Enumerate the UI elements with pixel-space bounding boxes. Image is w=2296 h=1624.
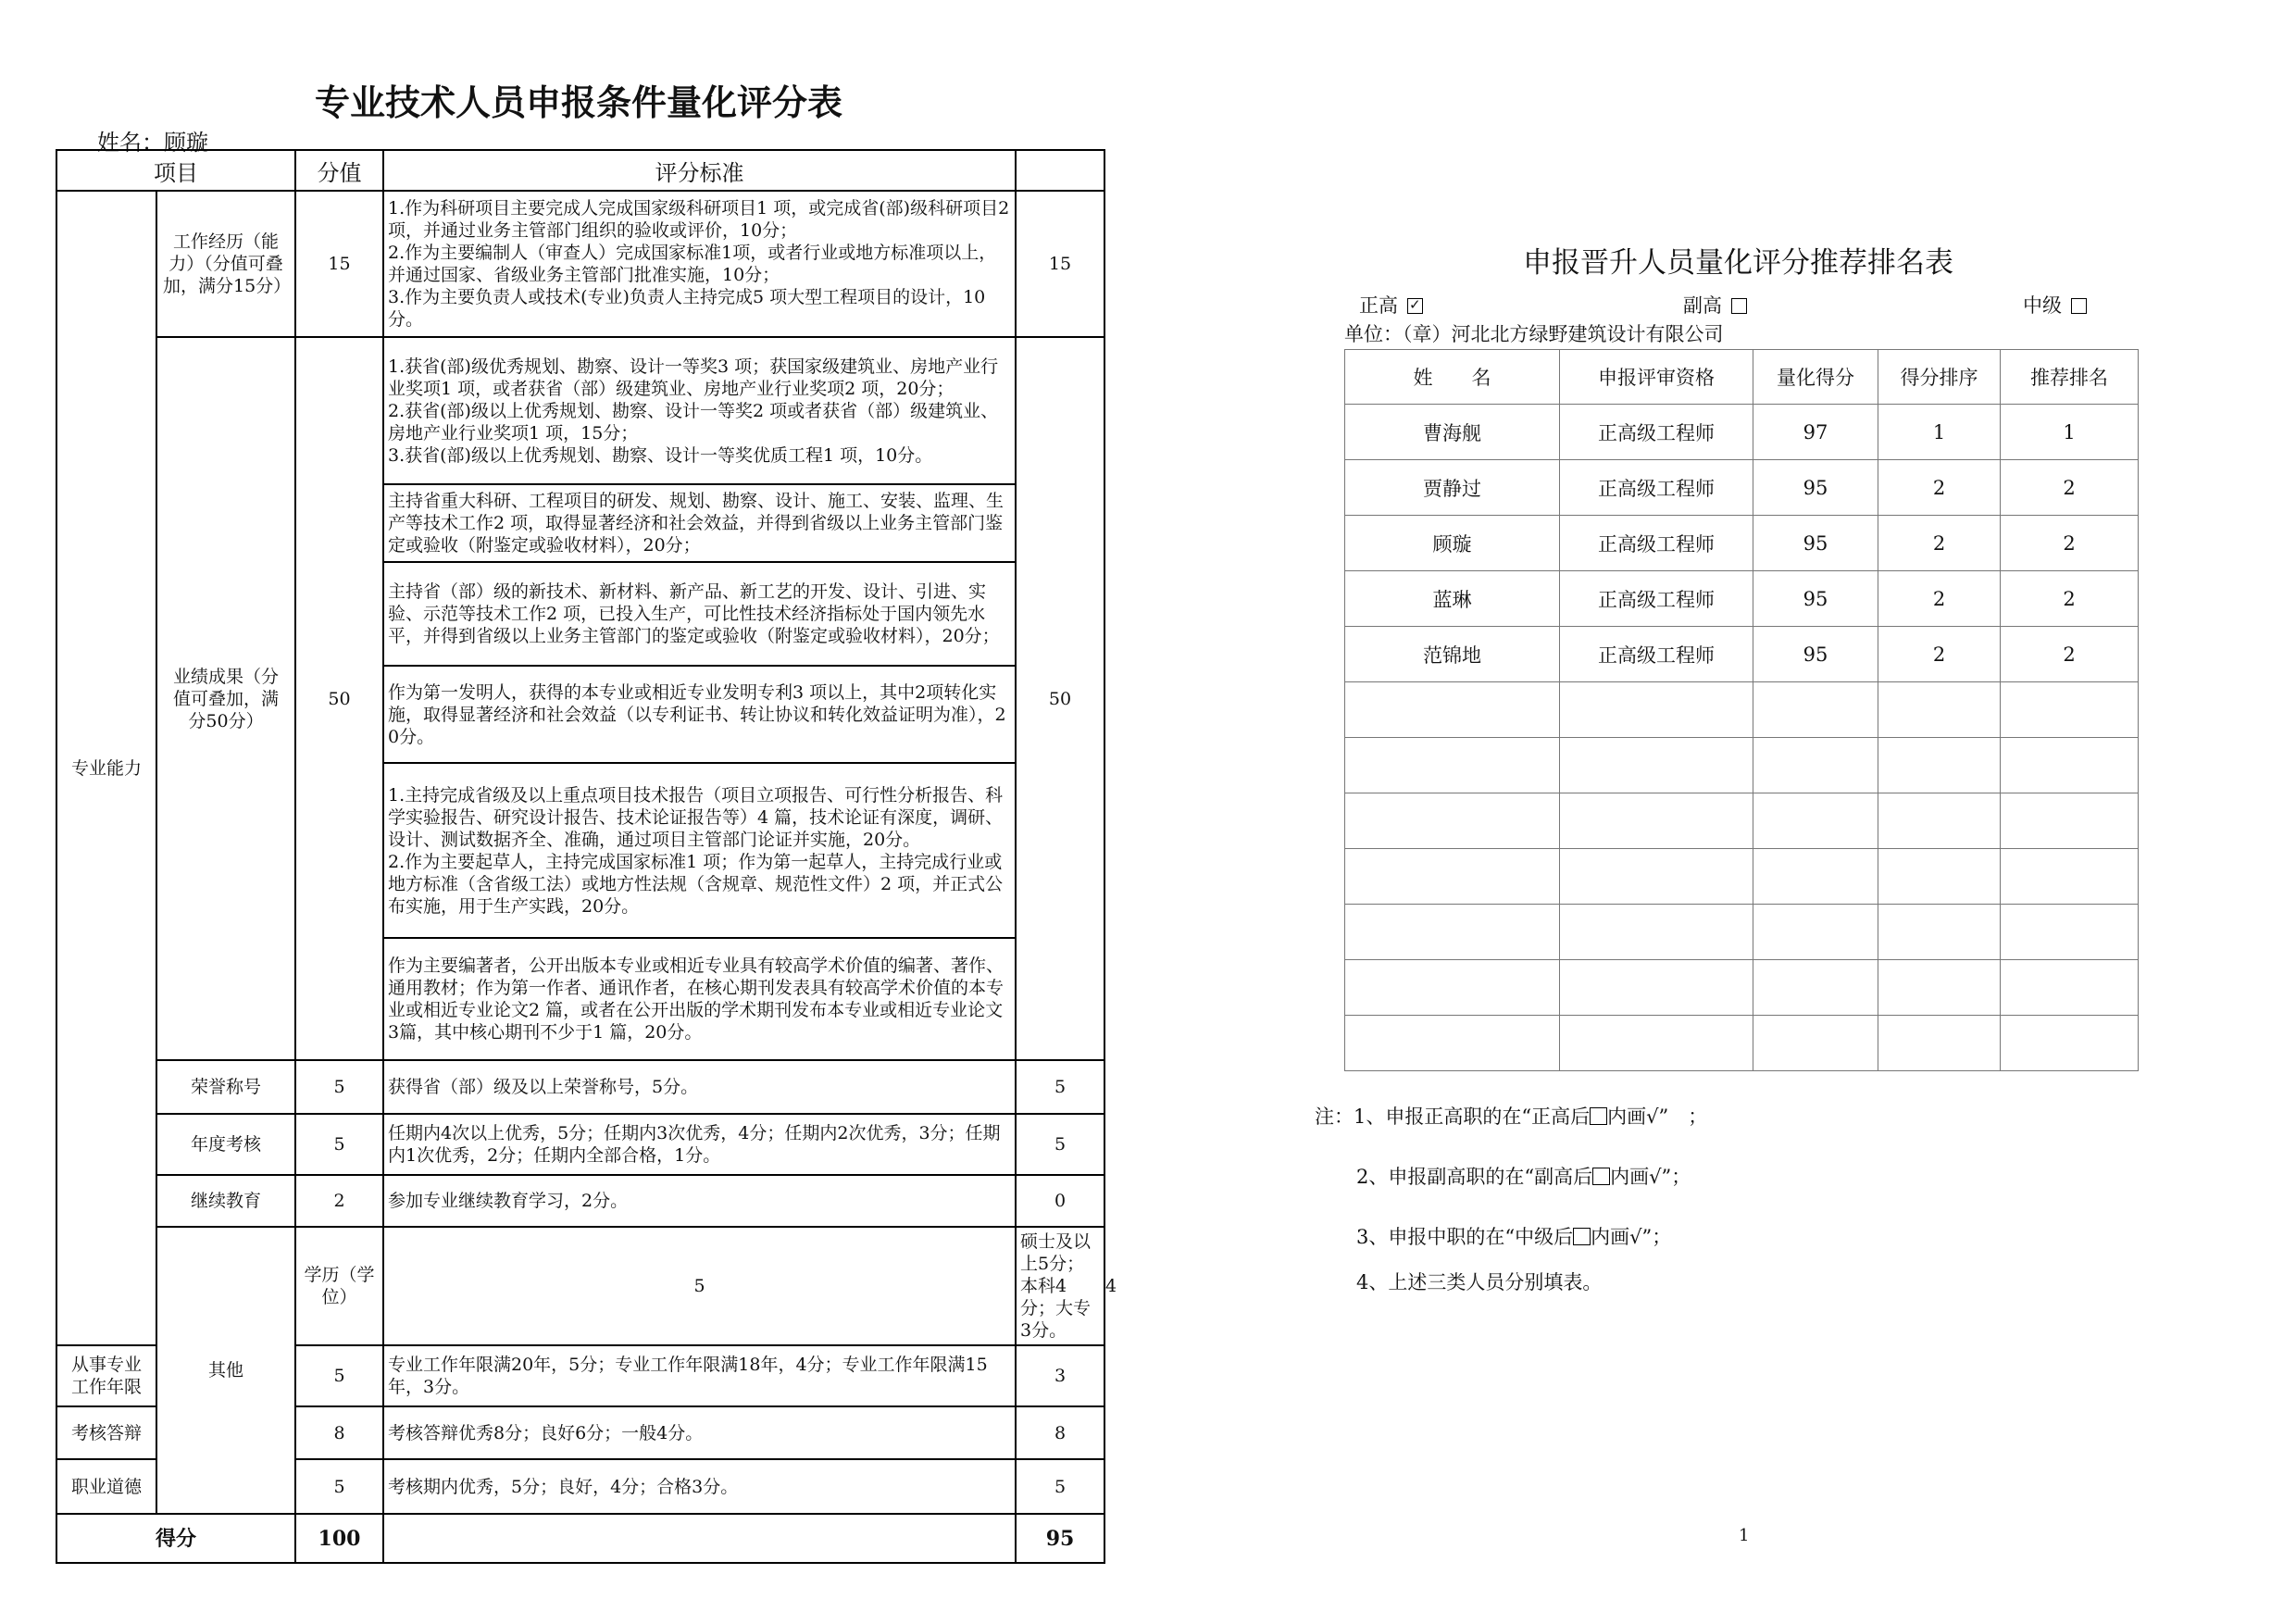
table-row [1345, 738, 2139, 793]
cell-quant-score [1753, 793, 1878, 849]
level-middle-label: 中级 [2023, 294, 2062, 317]
cell-qualification [1560, 905, 1753, 960]
right-sheet-title: 申报晋升人员量化评分推荐排名表 [1523, 246, 1953, 280]
cell-score-rank [1878, 1016, 2001, 1071]
criteria-ethics: 考核期内优秀，5分；良好，4分；合格3分。 [383, 1459, 1016, 1514]
item-defense: 考核答辩 [56, 1406, 156, 1459]
criteria-performance-2: 主持省重大科研、工程项目的研发、规划、勘察、设计、施工、安装、监理、生产等技术工作2 项，取得显著经济和社会效益，并得到省级以上业务主管部门鉴定或验收（附鉴定或验收材料），20分； [383, 484, 1016, 562]
points-performance: 50 [295, 337, 383, 1060]
cell-quant-score: 95 [1753, 460, 1878, 516]
table-row [1345, 793, 2139, 849]
item-continuing: 继续教育 [156, 1175, 295, 1227]
item-ethics: 职业道德 [56, 1459, 156, 1514]
header-name: 姓 名 [1345, 350, 1560, 405]
criteria-performance-3: 主持省（部）级的新技术、新材料、新产品、新工艺的开发、设计、引进、实验、示范等技术工作2 项，已投入生产，可比性技术经济指标处于国内领先水平，并得到省级以上业务主管部门的鉴定或验收（附鉴定或验收材料），20分； [383, 562, 1016, 666]
total-label: 得分 [56, 1514, 295, 1563]
cell-qualification [1560, 682, 1753, 738]
table-row [56, 337, 1104, 484]
cell-quant-score [1753, 960, 1878, 1016]
cell-score-rank [1878, 849, 2001, 905]
cell-recommend-rank [2001, 793, 2139, 849]
table-row [1345, 1016, 2139, 1071]
cell-recommend-rank: 2 [2001, 460, 2139, 516]
criteria-honor: 获得省（部）级及以上荣誉称号，5分。 [383, 1060, 1016, 1114]
cell-score-rank: 1 [1878, 405, 2001, 460]
table-row [1345, 849, 2139, 905]
points-continuing: 2 [295, 1175, 383, 1227]
cell-name: 贾静过 [1345, 460, 1560, 516]
table-row [1345, 460, 2139, 516]
table-row [1345, 960, 2139, 1016]
score-annual: 5 [1016, 1114, 1104, 1175]
header-score [1016, 150, 1104, 191]
checkbox-square-icon [1590, 1107, 1607, 1125]
cell-recommend-rank [2001, 1016, 2139, 1071]
cell-quant-score [1753, 905, 1878, 960]
total-criteria [383, 1514, 1016, 1563]
table-row [1345, 405, 2139, 460]
cell-qualification: 正高级工程师 [1560, 627, 1753, 682]
group-professional: 专业能力 [56, 191, 156, 1345]
item-work: 工作经历（能力）（分值可叠加，满分15分） [156, 191, 295, 337]
cell-quant-score: 95 [1753, 516, 1878, 571]
cell-recommend-rank [2001, 960, 2139, 1016]
cell-qualification: 正高级工程师 [1560, 405, 1753, 460]
total-points: 100 [295, 1514, 383, 1563]
table-row [1345, 905, 2139, 960]
cell-name [1345, 960, 1560, 1016]
level-deputy [1683, 291, 1747, 319]
note-1: 注：1、申报正高职的在“正高后 内画√” ； [1315, 1106, 1708, 1128]
checkbox-square-icon [1592, 1168, 1610, 1185]
score-years: 3 [1016, 1345, 1104, 1406]
cell-recommend-rank [2001, 905, 2139, 960]
cell-quant-score [1753, 1016, 1878, 1071]
table-row [1345, 682, 2139, 738]
cell-score-rank: 2 [1878, 460, 2001, 516]
cell-recommend-rank: 2 [2001, 516, 2139, 571]
header-recommend-rank: 推荐排名 [2001, 350, 2139, 405]
score-work: 15 [1016, 191, 1104, 337]
score-defense: 8 [1016, 1406, 1104, 1459]
cell-qualification [1560, 738, 1753, 793]
cell-name: 顾璇 [1345, 516, 1560, 571]
cell-recommend-rank [2001, 682, 2139, 738]
note-prefix: 注： [1315, 1106, 1354, 1128]
checkbox-square-icon [1573, 1228, 1591, 1245]
level-middle [2023, 291, 2087, 319]
cell-name [1345, 849, 1560, 905]
cell-score-rank: 2 [1878, 571, 2001, 627]
cell-recommend-rank: 2 [2001, 571, 2139, 627]
note-4: 4、上述三类人员分别填表。 [1356, 1271, 1603, 1293]
cell-qualification [1560, 960, 1753, 1016]
item-years: 从事专业工作年限 [56, 1345, 156, 1406]
cell-score-rank: 2 [1878, 627, 2001, 682]
cell-name [1345, 905, 1560, 960]
cell-qualification [1560, 849, 1753, 905]
item-honor: 荣誉称号 [156, 1060, 295, 1114]
points-degree: 5 [383, 1227, 1016, 1345]
cell-score-rank [1878, 905, 2001, 960]
header-score-rank: 得分排序 [1878, 350, 2001, 405]
cell-quant-score [1753, 682, 1878, 738]
cell-name: 蓝琳 [1345, 571, 1560, 627]
score-ethics: 5 [1016, 1459, 1104, 1514]
level-senior [1359, 291, 1423, 319]
cell-qualification: 正高级工程师 [1560, 460, 1753, 516]
cell-name: 曹海舰 [1345, 405, 1560, 460]
points-defense: 8 [295, 1406, 383, 1459]
total-row [56, 1514, 1104, 1563]
item-performance: 业绩成果（分值可叠加，满分50分） [156, 337, 295, 1060]
cell-quant-score: 95 [1753, 571, 1878, 627]
level-deputy-checkbox[interactable] [1731, 298, 1747, 314]
header-quant-score: 量化得分 [1753, 350, 1878, 405]
points-work: 15 [295, 191, 383, 337]
table-row [56, 191, 1104, 337]
cell-name [1345, 793, 1560, 849]
table-row: 其他 学历（学位） 5 硕士及以上5分；本科4分；大专3分。 4 [56, 1227, 1104, 1345]
cell-qualification: 正高级工程师 [1560, 516, 1753, 571]
cell-qualification [1560, 793, 1753, 849]
page-number: 1 [1739, 1526, 1750, 1545]
criteria-annual: 任期内4次以上优秀，5分；任期内3次优秀，4分；任期内2次优秀，3分；任期内1次优秀，2分；任期内全部合格，1分。 [383, 1114, 1016, 1175]
level-senior-label: 正高 [1359, 294, 1398, 317]
table-row [56, 1060, 1104, 1114]
table-row [1345, 571, 2139, 627]
cell-qualification [1560, 1016, 1753, 1071]
item-annual: 年度考核 [156, 1114, 295, 1175]
cell-name [1345, 738, 1560, 793]
score-table-header [56, 150, 1104, 191]
points-years: 5 [295, 1345, 383, 1406]
table-row [1345, 627, 2139, 682]
note-2: 2、申报副高职的在“副高后 内画√”； [1356, 1166, 1691, 1188]
level-deputy-label: 副高 [1683, 294, 1722, 317]
cell-quant-score [1753, 849, 1878, 905]
score-continuing: 0 [1016, 1175, 1104, 1227]
cell-name [1345, 682, 1560, 738]
ranking-table [1344, 349, 2139, 1071]
cell-recommend-rank: 1 [2001, 405, 2139, 460]
score-honor: 5 [1016, 1060, 1104, 1114]
ranking-header [1345, 350, 2139, 405]
cell-score-rank [1878, 682, 2001, 738]
note-3: 3、申报中职的在“中级后 内画√”； [1356, 1226, 1672, 1248]
criteria-continuing: 参加专业继续教育学习，2分。 [383, 1175, 1016, 1227]
cell-quant-score: 95 [1753, 627, 1878, 682]
points-ethics: 5 [295, 1459, 383, 1514]
criteria-work: 1.作为科研项目主要完成人完成国家级科研项目1 项，或完成省(部)级科研项目2 项，并通过业务主管部门组织的验收或评价，10分； 2.作为主要编制人（审查人）完成国家标准1项，或者行业或地方标准项以上，并通过国家、省级业务主管部门批准实施，10分； 3.作为主要负责人或技术(专业)负责人主持完成5 项大型工程项目的设计，10分。 [383, 191, 1016, 337]
score-performance: 50 [1016, 337, 1104, 1060]
table-row [56, 1114, 1104, 1175]
criteria-degree: 硕士及以上5分；本科4分；大专3分。 [1016, 1227, 1104, 1345]
criteria-performance-4: 作为第一发明人，获得的本专业或相近专业发明专利3 项以上，其中2项转化实施，取得显著经济和社会效益（以专利证书、转让协议和转化效益证明为准），20分。 [383, 666, 1016, 763]
score-table [56, 149, 1117, 1564]
item-degree: 学历（学位） [295, 1227, 383, 1345]
cell-recommend-rank [2001, 849, 2139, 905]
level-middle-checkbox[interactable] [2071, 298, 2087, 314]
criteria-performance-6: 作为主要编著者，公开出版本专业或相近专业具有较高学术价值的编著、著作、通用教材；作为第一作者、通讯作者，在核心期刊发表具有较高学术价值的本专业或相近专业论文2 篇，或者在公开出版的学术期刊发布本专业或相近专业论文3篇，其中核心期刊不少于1 篇，20分。 [383, 938, 1016, 1060]
cell-name [1345, 1016, 1560, 1071]
header-item: 项目 [56, 150, 295, 191]
criteria-years: 专业工作年限满20年，5分；专业工作年限满18年，4分；专业工作年限满15年，3分。 [383, 1345, 1016, 1406]
cell-recommend-rank [2001, 738, 2139, 793]
header-points: 分值 [295, 150, 383, 191]
header-criteria: 评分标准 [383, 150, 1016, 191]
total-score: 95 [1016, 1514, 1104, 1563]
cell-score-rank [1878, 960, 2001, 1016]
applicant-name: 姓名：顾璇 [97, 130, 208, 156]
level-senior-checkbox[interactable] [1407, 298, 1423, 314]
cell-recommend-rank: 2 [2001, 627, 2139, 682]
points-annual: 5 [295, 1114, 383, 1175]
cell-score-rank [1878, 793, 2001, 849]
cell-quant-score: 97 [1753, 405, 1878, 460]
criteria-defense: 考核答辩优秀8分；良好6分；一般4分。 [383, 1406, 1016, 1459]
points-honor: 5 [295, 1060, 383, 1114]
table-row [56, 1175, 1104, 1227]
table-row [1345, 516, 2139, 571]
left-sheet-title: 专业技术人员申报条件量化评分表 [315, 82, 843, 123]
unit-line: 单位：（章）河北北方绿野建筑设计有限公司 [1344, 323, 1724, 345]
cell-score-rank [1878, 738, 2001, 793]
cell-quant-score [1753, 738, 1878, 793]
header-qualification: 申报评审资格 [1560, 350, 1753, 405]
group-other: 其他 [156, 1227, 295, 1514]
cell-score-rank: 2 [1878, 516, 2001, 571]
criteria-performance-1: 1.获省(部)级优秀规划、勘察、设计一等奖3 项；获国家级建筑业、房地产业行业奖项1 项，或者获省（部）级建筑业、房地产业行业奖项2 项，20分； 2.获省(部)级以上优秀规划、勘察、设计一等奖2 项或者获省（部）级建筑业、房地产业行业奖项1 项，15分； 3.获省(部)级以上优秀规划、勘察、设计一等奖优质工程1 项，10分。 [383, 337, 1016, 484]
cell-qualification: 正高级工程师 [1560, 571, 1753, 627]
criteria-performance-5: 1.主持完成省级及以上重点项目技术报告（项目立项报告、可行性分析报告、科学实验报告、研究设计报告、技术论证报告等）4 篇，技术论证有深度，调研、设计、测试数据齐全、准确，通过项目主管部门论证并实施，20分。 2.作为主要起草人，主持完成国家标准1 项；作为第一起草人，主持完成行业或地方标准（含省级工法）或地方性法规（含规章、规范性文件）2 项，并正式公布实施，用于生产实践，20分。 [383, 763, 1016, 938]
cell-name: 范锦地 [1345, 627, 1560, 682]
